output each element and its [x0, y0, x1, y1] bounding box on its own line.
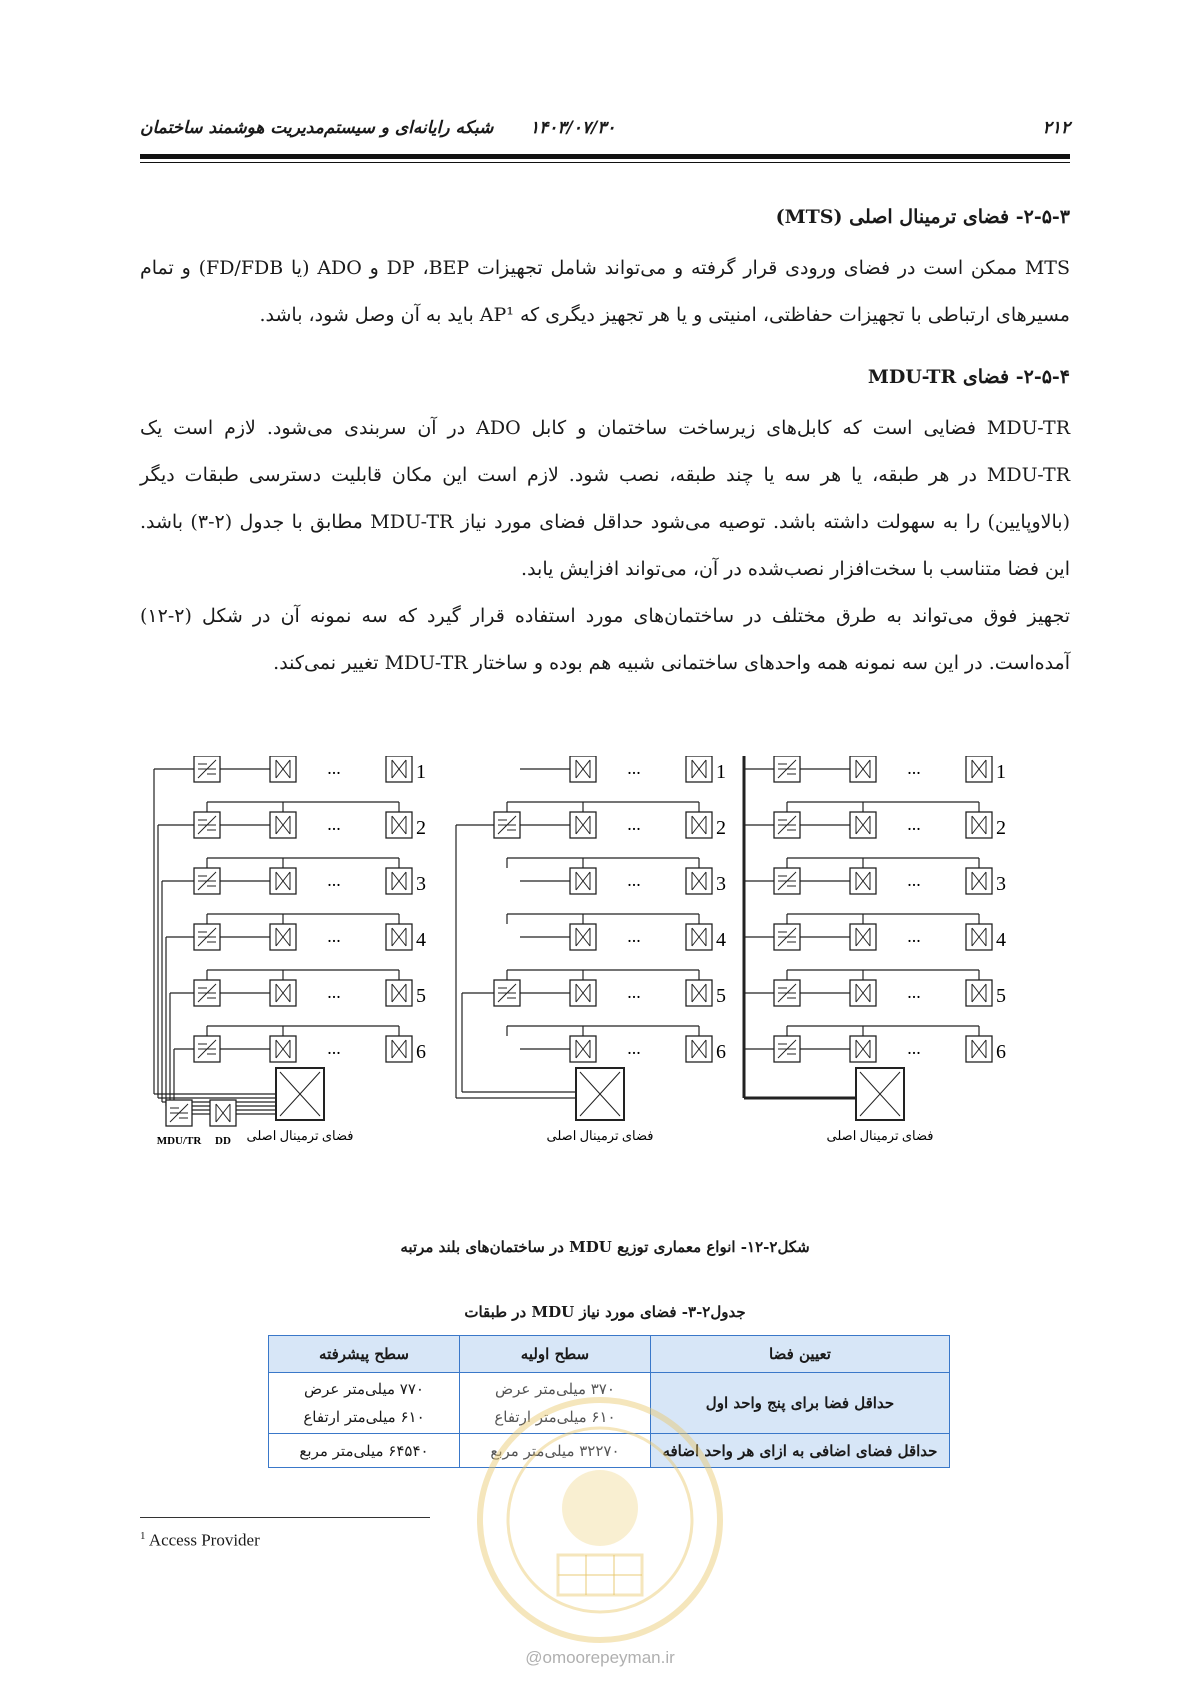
floor-number: 1 — [416, 761, 426, 783]
ellipsis-label: ... — [907, 982, 921, 1002]
floor-number: 2 — [996, 817, 1006, 839]
table-cell — [269, 1373, 460, 1434]
floor-number: 1 — [996, 761, 1006, 783]
floor-number: 4 — [996, 929, 1006, 951]
table-cell: ۶۴۵۴۰ میلی‌متر مربع — [269, 1434, 460, 1468]
floor-number: 3 — [716, 873, 726, 895]
legend-dd-label: DD — [215, 1135, 231, 1147]
table-row-label: حداقل فضا برای پنج واحد اول — [650, 1373, 949, 1434]
floor-number: 4 — [716, 929, 726, 951]
table-caption: جدول۲-۳- فضای مورد نیاز MDU در طبقات — [464, 1303, 746, 1321]
ellipsis-label: ... — [627, 1038, 641, 1058]
site-watermark: @omoorepeyman.ir — [525, 1648, 675, 1667]
watermark-text: omoorepeyman.ir — [542, 1648, 675, 1667]
paragraph-line: MTS ممکن است در فضای ورودی قرار گرفته و می‌تواند شامل تجهیزات DP ،BEP و ADO (یا FD/FDB) و تمام — [140, 257, 1070, 279]
floor-number: 4 — [416, 929, 426, 951]
paragraph-mdutr — [140, 405, 1070, 687]
ellipsis-label: ... — [907, 1038, 921, 1058]
paragraph-line: MDU-TR در هر طبقه، یا هر سه یا چند طبقه، نصب شود. لازم است این مکان قابلیت دسترسی طبقات دیگر — [140, 464, 1070, 486]
floor-number: 6 — [996, 1041, 1006, 1063]
figure-caption: شکل۲-۱۲- انواع معماری توزیع MDU در ساختمان‌های بلند مرتبه — [400, 1238, 810, 1256]
table-cell: ۳۲۲۷۰ میلی‌متر مربع — [459, 1434, 650, 1468]
floor-number: 5 — [716, 985, 726, 1007]
mts-label: فضای ترمینال اصلی — [246, 1128, 354, 1143]
table-cell-line: ۳۷۰ میلی‌متر عرض — [494, 1380, 615, 1398]
paragraph-line: این فضا متناسب با سخت‌افزار نصب‌شده در آن، می‌تواند افزایش یابد. — [521, 558, 1070, 580]
ellipsis-label: ... — [627, 814, 641, 834]
header-page-number: ۲۱۲ — [1042, 118, 1070, 138]
ellipsis-label: ... — [627, 982, 641, 1002]
ellipsis-label: ... — [907, 758, 921, 778]
seal-watermark-icon — [470, 1390, 730, 1650]
floor-number: 5 — [416, 985, 426, 1007]
table-cell-line: ۶۱۰ میلی‌متر ارتفاع — [494, 1408, 616, 1426]
figure-svg — [150, 756, 1080, 1236]
ellipsis-label: ... — [327, 982, 341, 1002]
paragraph-mts — [140, 245, 1070, 339]
footnote-text: Access Provider — [148, 1530, 260, 1550]
table-header-cell: سطح اولیه — [459, 1336, 650, 1373]
ellipsis-label: ... — [327, 870, 341, 890]
paragraph-line: مسیرهای ارتباطی با تجهیزات حفاظتی، امنیتی و یا هر تجهیز دیگری که AP¹ باید به آن وصل شود، باشد. — [259, 304, 1070, 326]
ellipsis-label: ... — [327, 758, 341, 778]
paragraph-line: تجهیز فوق می‌تواند به طرق مختلف در ساختمان‌های مورد استفاده قرار گیرد که سه نمونه آن در شکل (۲-۱۲) — [140, 605, 1070, 627]
ellipsis-label: ... — [627, 926, 641, 946]
mts-label: فضای ترمینال اصلی — [546, 1128, 654, 1143]
floor-number: 3 — [416, 873, 426, 895]
floor-number: 3 — [996, 873, 1006, 895]
floor-number: 2 — [416, 817, 426, 839]
ellipsis-label: ... — [627, 870, 641, 890]
footnote-rule — [140, 1517, 430, 1518]
header-date: ۱۴۰۳/۰۷/۳۰ — [530, 118, 616, 138]
table-header-cell: تعیین فضا — [650, 1336, 949, 1373]
floor-number: 6 — [716, 1041, 726, 1063]
ellipsis-label: ... — [327, 926, 341, 946]
table-row-label: حداقل فضای اضافی به ازای هر واحد اضافه — [650, 1434, 949, 1468]
ellipsis-label: ... — [327, 1038, 341, 1058]
paragraph-line: آمده‌است. در این سه نمونه همه واحدهای ساختمانی شبیه هم بوده و ساختار MDU-TR تغییر نمی‌کند. — [273, 652, 1070, 674]
floor-number: 1 — [716, 761, 726, 783]
footnote — [140, 1530, 260, 1551]
header-rule-thin — [140, 162, 1070, 163]
table-header-cell: سطح پیشرفته — [269, 1336, 460, 1373]
ellipsis-label: ... — [907, 926, 921, 946]
section-heading-mdutr: ۲-۵-۴- فضای MDU-TR — [867, 366, 1070, 388]
header-rule-thick — [140, 154, 1070, 159]
table-cell-line: ۶۱۰ میلی‌متر ارتفاع — [303, 1408, 425, 1426]
mts-label: فضای ترمینال اصلی — [826, 1128, 934, 1143]
running-header — [140, 118, 1070, 142]
ellipsis-label: ... — [627, 758, 641, 778]
floor-number: 5 — [996, 985, 1006, 1007]
ellipsis-label: ... — [907, 814, 921, 834]
header-title: شبکه رایانه‌ای و سیستم‌مدیریت هوشمند ساختمان — [140, 118, 494, 138]
table-cell-line: ۷۷۰ میلی‌متر عرض — [304, 1380, 424, 1398]
ellipsis-label: ... — [327, 814, 341, 834]
distribution-architecture-figure — [150, 756, 1080, 1236]
floor-number: 2 — [716, 817, 726, 839]
floor-number: 6 — [416, 1041, 426, 1063]
section-heading-mts: ۲-۵-۳- فضای ترمینال اصلی (MTS) — [775, 206, 1070, 228]
legend-mdutr-label: MDU/TR — [156, 1135, 202, 1147]
footnote-mark: 1 — [140, 1530, 146, 1542]
ellipsis-label: ... — [907, 870, 921, 890]
table-header-row — [269, 1336, 950, 1373]
paragraph-line: (بالاوپایین) را به سهولت داشته باشد. توصیه می‌شود حداقل فضای مورد نیاز MDU-TR مطابق با جدول (۲-۳) باشد. — [140, 511, 1070, 533]
paragraph-line: MDU-TR فضایی است که کابل‌های زیرساخت ساختمان و کابل ADO در آن سربندی می‌شود. لازم است یک — [140, 417, 1070, 439]
